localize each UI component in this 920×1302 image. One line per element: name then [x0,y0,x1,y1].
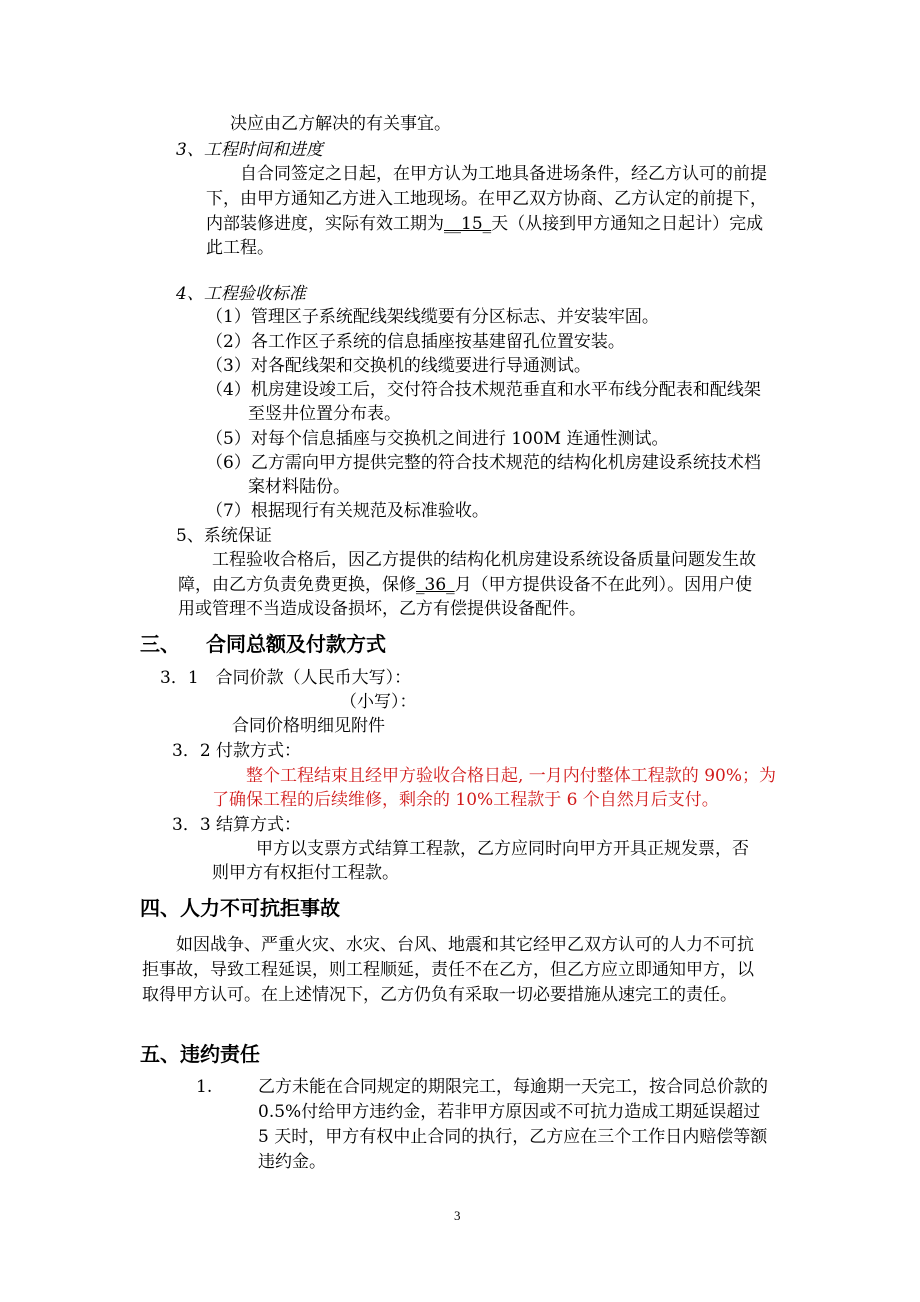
s3-text: 内部装修进度，实际有效工期为 [206,214,444,234]
settlement-line: 则甲方有权拒付工程款。 [212,863,399,883]
section-5-heading: 5、系统保证 [176,526,272,546]
acceptance-item: （1）管理区子系统配线架线缆要有分区标志、并安装牢固。 [206,307,659,327]
force-majeure-line: 如因战争、严重火灾、水灾、台风、地震和其它经甲乙双方认可的人力不可抗 [176,935,754,955]
chapter-5-heading: 五、违约责任 [140,1042,260,1066]
s3-paragraph-line: 此工程。 [206,238,274,258]
chapter-3-title: 合同总额及付款方式 [206,632,386,656]
warranty-months-value: _36_ [416,575,455,595]
acceptance-item-cont: 案材料陆份。 [248,477,350,497]
chapter-3-number: 三、 [140,632,180,656]
clause-3-1-note: 合同价格明细见附件 [232,716,385,736]
s3-paragraph-line: 下，由甲方通知乙方进入工地现场。在甲乙双方协商、乙方认定的前提下， [206,189,767,209]
payment-terms-line: 整个工程结束且经甲方验收合格日起, 一月内付整体工程款的 90%；为 [246,766,776,786]
continuation-text: 决应由乙方解决的有关事宜。 [230,114,451,134]
chapter-3-heading [140,630,386,658]
clause-3-2: 3．2 付款方式： [172,741,302,761]
s5-paragraph-line: 用或管理不当造成设备损坏，乙方有偿提供设备配件。 [178,599,586,619]
breach-item-line: 乙方未能在合同规定的期限完工，每逾期一天完工，按合同总价款的 [258,1077,768,1097]
acceptance-item: （2）各工作区子系统的信息插座按基建留孔位置安装。 [206,332,625,352]
acceptance-item: （6）乙方需向甲方提供完整的符合技术规范的结构化机房建设系统技术档 [206,453,761,473]
s5-text: 月（甲方提供设备不在此列）。因用户使 [454,575,753,595]
force-majeure-line: 拒事故，导致工程延误，则工程顺延，责任不在乙方，但乙方应立即通知甲方，以 [142,960,754,980]
settlement-line: 甲方以支票方式结算工程款，乙方应同时向甲方开具正规发票，否 [256,839,749,859]
acceptance-item-cont: 至竖井位置分布表。 [248,404,401,424]
s5-paragraph-line: 工程验收合格后，因乙方提供的结构化机房建设系统设备质量问题发生故 [212,550,756,570]
section-4-heading: 4、工程验收标准 [176,284,306,304]
s3-paragraph-line [206,212,763,236]
acceptance-item: （4）机房建设竣工后，交付符合技术规范垂直和水平布线分配表和配线架 [206,380,761,400]
chapter-4-heading: 四、人力不可抗拒事故 [140,896,340,920]
s5-text: 障，由乙方负责免费更换，保修 [178,575,416,595]
payment-terms-line: 了确保工程的后续维修，剩余的 10%工程款于 6 个自然月后支付。 [212,790,719,810]
acceptance-item: （5）对每个信息插座与交换机之间进行 100M 连通性测试。 [206,429,669,449]
clause-3-1-small: （小写）： [340,692,417,712]
s3-text: 天（从接到甲方通知之日起计）完成 [491,214,764,234]
clause-3-3: 3．3 结算方式： [172,815,302,835]
breach-item-line: 5 天时，甲方有权中止合同的执行，乙方应在三个工作日内赔偿等额 [258,1127,768,1147]
s3-paragraph-line: 自合同签定之日起，在甲方认为工地具备进场条件，经乙方认可的前提 [240,164,767,184]
breach-item-line: 违约金。 [258,1152,326,1172]
s5-paragraph-line [178,573,752,597]
work-days-value: __15_ [444,214,492,234]
breach-item-line: 0.5%付给甲方违约金，若非甲方原因或不可抗力造成工期延误超过 [258,1102,761,1122]
acceptance-item: （7）根据现行有关规范及标准验收。 [206,501,489,521]
breach-item-number: 1. [196,1077,213,1097]
page-number: 3 [454,1208,461,1223]
force-majeure-line: 取得甲方认可。在上述情况下，乙方仍负有采取一切必要措施从速完工的责任。 [142,985,737,1005]
clause-3-1: 3．1 合同价款（人民币大写）： [160,668,412,688]
acceptance-item: （3）对各配线架和交换机的线缆要进行导通测试。 [206,356,591,376]
section-3-heading: 3、工程时间和进度 [176,140,323,160]
